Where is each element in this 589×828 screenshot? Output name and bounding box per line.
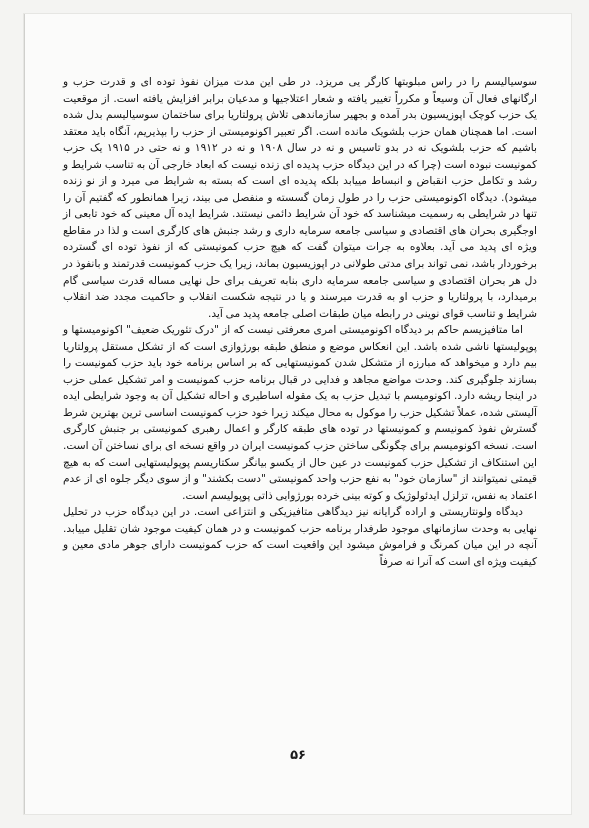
paragraph-3: دیدگاه ولونتاریستی و اراده گرایانه نیز دیدگاهی متافیزیکی و انتزاعی است. در این دیدگاه حزب در تحلیل نهایی به وحدت سازمانهای موجود طرفدار برنامه حزب کمونیست و در همان کیفیت موجود شان تقلیل مییابد. آنچه در این میان کمرنگ و فراموش میشود این واقعیت است که حزب کمونیست دارای جوهر مادی معین و کیفیت ویژه ای است که آنرا نه صرفاً [63, 506, 537, 568]
body-text [63, 74, 537, 570]
paragraph-2: اما متافیزیسم حاکم بر دیدگاه اکونومیستی امری معرفتی نیست که از "درک تئوریک ضعیف" اکونومیستها و پوپولیستها ناشی شده باشد. این انعکاس موضع و منطق طبقه بورژوازی است که از تشکل مستقل پرولتاریا بیم دارد و میخواهد که مبارزه از متشکل شدن کمونیستهایی که بر اساس برنامه خود باید حزب کمونیست را بسازند جلوگیری کند. وحدت مواضع مجاهد و فدایی در قبال برنامه حزب کمونیست و امر تشکیل عملی حزب در اینجا ریشه دارد. اکونومیسم با تبدیل حزب به یک مقوله اساطیری و احاله تشکیل آن به وجود شرایطی ایده آلیستی شده، عملاً تشکیل حزب را موکول به محال میکند زیرا خود حزب کمونیست اساسی ترین بهترین شرط گسترش نفوذ کمونیسم و کمونیستها در توده های طبقه کارگر و اعمال رهبری کمونیستی بر جنبش کارگری است. نسخه اکونومیسم برای چگونگی ساختن حزب کمونیست ایران در واقع نسخه ای برای نساختن آن است. این استنکاف از تشکیل حزب کمونیست در عین حال از یکسو بیانگر سکتاریسم پوپولیستهایی است که به هیچ قیمتی نمیتوانند از "سازمان خود" به نفع حزب واحد کمونیستی "دست بکشند" و از سوی دیگر جلوه ای از عدم اعتماد به نفس، تزلزل ایدئولوژیک و کوته بینی خرده بورژوایی ذاتی پوپولیسم است. [63, 324, 537, 502]
document-page [24, 14, 571, 814]
page-number: ۵۶ [290, 748, 306, 763]
paragraph-1: سوسیالیسم را در راس مبلوبتها کارگر یی مریزد. در طی این مدت میزان نفوذ توده ای و قدرت حزب و ارگانهای فعال آن وسیعاً و مکرراً تغییر یافته و شعار اعتلاجیها و مدعیان برابر افزایش یافته است. از موقعیت یک حزب کوچک اپوزیسیون بدر آمده و بجهیر سازماندهی تلاش پرولتاریا برای ساختمان سوسیالیسم بدل شده است. اما همچنان همان حزب بلشویک مانده است. اگر تعبیر اکونومیستی از حزب را بپذیریم، آنگاه باید معتقد باشیم که حزب بلشویک نه در بدو تاسیس و نه در سال ۱۹۰۸ و نه در ۱۹۱۲ و نه حتی در ۱۹۱۵ یک حزب کمونیست نبوده است (چرا که در این دیدگاه حزب پدیده ای زنده نیست که ابعاد خارجی آن به تناسب شرایط و رشد و تکامل حزب انقباض و انبساط مییابد بلکه پدیده ای است که بسته به شرایط می میرد و از نو زنده میشود). دیدگاه اکونومیستی حزب را در طول زمان گسسته و منفصل می بیند، زیرا همانطور که گفتیم آن را تنها در شرایطی به رسمیت میشناسد که خود آن شرایط دائمی نیستند. شرایط ایده آل معینی که خود تابعی از اوجگیری بحران های اقتصادی و سیاسی جامعه سرمایه داری و رشد جنبش های کارگری است و لذا در مقاطع ویژه ای پدید می آید. بعلاوه به جرات میتوان گفت که هیچ حزب کمونیستی که از نفوذ توده ای گسترده برخوردار باشد، نمی تواند برای مدتی طولانی در اپوزیسیون بماند، زیرا یک حزب کمونیست قدرتمند و بانفوذ در دل هر بحران اقتصادی و سیاسی جامعه سرمایه داری بنابه تعریف برای حل نهایی مساله قدرت سیاسی گام برمیدارد، با پرولتاریا و حزب او به قدرت میرسند و یا در نتیجه شکست انقلاب و حاکمیت مجدد ضد انقلاب شرایط و تناسب قوای نوینی در رابطه میان طبقات اصلی جامعه پدید می آید. [63, 76, 537, 320]
